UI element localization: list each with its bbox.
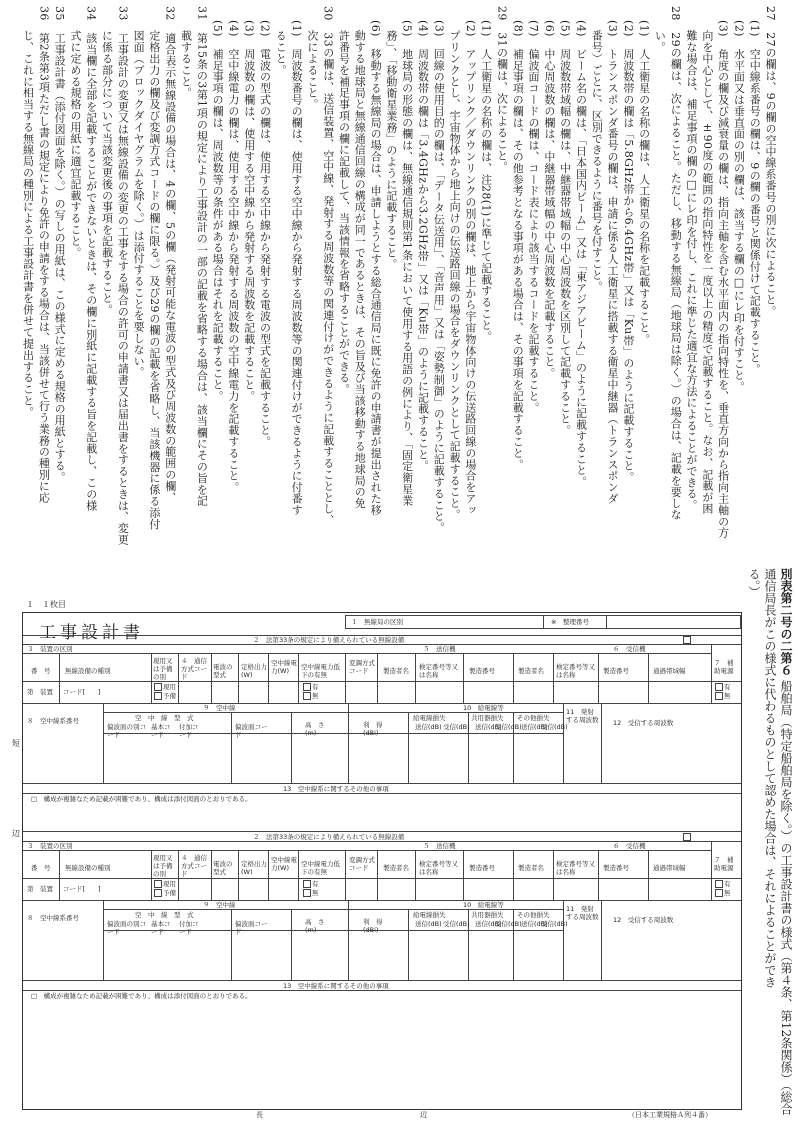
serial-number-label: ※ 整理番号 bbox=[551, 618, 589, 626]
col-bandwidth: 通過帯域幅 bbox=[653, 667, 686, 675]
sec13-label-b: 13 空中線系に関するその他の事項 bbox=[283, 982, 389, 990]
col-emit-freq-b: 11 発射する周波数 bbox=[566, 905, 599, 921]
note-text: 人工衛星の名称の欄は、注28(1)に準じて記載すること。 bbox=[479, 48, 493, 342]
col-shared-loss-b: 共用器損失 bbox=[471, 911, 504, 919]
col-add-code-b: 付加コード bbox=[179, 920, 199, 936]
sec3-label-b: ３ 装置の区別 bbox=[27, 842, 73, 850]
note-text: 移動する無線局の場合は、申請しようとする総合通信局に既に免許の申請書が提出された移 bbox=[369, 48, 383, 516]
note-text: 周波数番号の欄は、使用する空中線から発射する周波数等の関連付けができるように付番す bbox=[290, 48, 304, 516]
page-number: １ １枚目 bbox=[26, 600, 66, 609]
col-polar-code: 偏波面の別コード bbox=[107, 723, 146, 739]
note-line bbox=[683, 6, 699, 564]
note-text: 動する地球局と無線通信回線の構成が同一であるときは、その旨及び当該移動する地球局の免 bbox=[353, 30, 367, 509]
col-rx-cert: 検定番号等又は名称 bbox=[556, 663, 595, 679]
note-line bbox=[162, 6, 178, 564]
note-text: 第2条第3項ただし書の規定により免許の申請をする場合は、当該併せて行う業務の種別に応 bbox=[37, 32, 51, 504]
note-line bbox=[115, 6, 131, 564]
note-text: 地球局の形態の欄は、無線通信規則第1条において使用する用語の例により、「固定衛星業 bbox=[400, 48, 414, 507]
side-mark-top: 短 bbox=[12, 739, 20, 748]
notes-section bbox=[8, 6, 778, 564]
sec2-label: ２ 法第33条の規定により備えられている無線設備 bbox=[253, 636, 405, 644]
col-rx-1: 受信(dB) bbox=[443, 723, 470, 731]
note-line bbox=[336, 6, 352, 564]
note-number: (2) bbox=[258, 20, 272, 37]
footer-jis: （日本工業規格Ａ列４番） bbox=[628, 1111, 712, 1119]
note-number: (3) bbox=[606, 20, 620, 37]
note-line bbox=[557, 6, 573, 564]
col-recv-freq: 12 受信する周波数 bbox=[613, 719, 674, 727]
note-text: 式に定める規格の用紙に適宜記載すること。 bbox=[68, 30, 82, 258]
note-text: じ、これに相当する無線局の種別による工事設計書を併せて提出すること。 bbox=[21, 30, 35, 418]
note-text: 補足事項の欄は、周波数等の条件がある場合はそれを記載すること。 bbox=[211, 48, 225, 402]
appendix-text-3: る。） bbox=[747, 568, 761, 598]
col-other-loss-b: その他損失 bbox=[517, 911, 550, 919]
col-rx-1-b: 受信(dB) bbox=[443, 920, 470, 928]
col-add-code: 付加コード bbox=[179, 723, 199, 739]
opt-aux-yes-b[interactable]: 有 bbox=[715, 880, 731, 888]
note-line bbox=[130, 6, 146, 564]
note-line bbox=[367, 6, 383, 564]
row-device-label-b: 第 装置 bbox=[27, 885, 53, 893]
note-line bbox=[178, 6, 194, 564]
col-beam-code-b: 偏波面コード bbox=[235, 920, 268, 936]
row-code-input[interactable]: コード[ ] bbox=[63, 688, 101, 696]
note-text: 次によること。 bbox=[305, 30, 319, 110]
note-text: 人工衛星の名称の欄は、人工衛星の名称を記載すること。 bbox=[637, 48, 651, 345]
sec10-label-b: 10 給電線等 bbox=[463, 901, 504, 909]
col-tx-1-b: 送信(dB) bbox=[415, 920, 442, 928]
note-line bbox=[430, 6, 446, 564]
col-rx-maker: 製造者名 bbox=[518, 667, 544, 675]
footer-long: 長 bbox=[256, 1111, 263, 1119]
note-line bbox=[636, 6, 652, 564]
note-text: に係る部分について当該変更後の事項を記載すること。 bbox=[100, 30, 114, 315]
note-line bbox=[383, 6, 399, 564]
appendix-heading-block bbox=[744, 568, 794, 1123]
col-feeder-loss: 給電線損失 bbox=[413, 714, 446, 722]
opt-lowering-no-b[interactable]: 無 bbox=[303, 889, 319, 897]
footer-side: 辺 bbox=[420, 1111, 427, 1119]
col-wave-type-b: 電波の型式 bbox=[213, 860, 233, 876]
note-line bbox=[588, 6, 604, 564]
note-text: 補足事項の欄は、その他参考となる事項がある場合は、その事項を記載すること。 bbox=[511, 48, 525, 471]
col-bandwidth-b: 通過帯域幅 bbox=[653, 864, 686, 872]
note-text: 31の欄は、次によること。 bbox=[495, 32, 509, 173]
col-rx-3: 受信(dB) bbox=[541, 723, 568, 731]
note-text: 角度の欄及び減衰量の欄は、指向主軸を含む水平面内の指向特性を、垂直方向から指向主軸の方 bbox=[716, 48, 730, 539]
note-text: 29の欄は、次によること。ただし、移動する無線局（地球局は除く。）の場合は、記載を要しな bbox=[669, 32, 683, 521]
note-text: 周波数帯の欄は「5.8GHz帯から6.4GHz帯」又は「Ku帯」のように記載すること。 bbox=[621, 48, 635, 483]
note-line bbox=[509, 6, 525, 564]
note-number: (2) bbox=[463, 20, 477, 37]
col-rx-2: 受信(dB) bbox=[495, 723, 522, 731]
col-antenna-system-no: ８ 空中線系番号 bbox=[27, 717, 79, 725]
sec2-label-b: ２ 法第33条の規定により備えられている無線設備 bbox=[253, 833, 405, 841]
col-equipment-kind-b: 無線設備の種別 bbox=[65, 864, 111, 872]
note-number: 34 bbox=[84, 6, 98, 21]
note-number: (8) bbox=[511, 20, 525, 37]
col-aux-power: ７ 補助電源 bbox=[714, 659, 734, 675]
note-text: 周波数帯域幅の欄は、中継器帯域幅の中心周波数を区別して記載すること。 bbox=[558, 48, 572, 436]
note-line bbox=[731, 6, 747, 564]
form-title: 工事設計書 bbox=[39, 623, 144, 643]
sec9-label: ９ 空中線 bbox=[203, 704, 236, 712]
note-line bbox=[746, 6, 762, 564]
note-text: 番号）ごとに、区別できるように番号を付すこと。 bbox=[590, 30, 604, 293]
note-line bbox=[146, 6, 162, 564]
col-recv-freq-b: 12 受信する周波数 bbox=[613, 916, 674, 924]
note-text: 水平面又は垂直面の別の欄は、該当する欄の□にレ印を付すこと。 bbox=[732, 48, 746, 393]
note-number: 36 bbox=[37, 6, 51, 21]
note-line bbox=[194, 6, 210, 564]
note-number: (4) bbox=[226, 20, 240, 37]
sec13-note-b[interactable]: □ 構成が複雑なため記載が困難であり、構成は添付図面のとおりである。 bbox=[31, 992, 252, 1000]
note-line bbox=[620, 6, 636, 564]
col-maker: 製造者名 bbox=[383, 667, 409, 675]
appendix-text-2: 通信局長がこの様式に代わるものとして認めた場合は、それによることができ bbox=[763, 568, 777, 988]
opt-lowering-yes-b[interactable]: 有 bbox=[303, 880, 319, 888]
col-antenna-power: 空中線電力(W) bbox=[271, 659, 297, 675]
sec5-label: ５ 送信機 bbox=[423, 645, 456, 653]
note-line bbox=[667, 6, 683, 564]
note-text: 定格出力の欄及び変調方式コードの欄に限る。）及び29の欄の記載を省略し、当該機器に係る添付 bbox=[147, 30, 161, 530]
note-text: トランスポンダ番号の欄は、申請に係る人工衛星に搭載する衛星中継器（トランスポンダ bbox=[606, 48, 620, 505]
col-antenna-power-b: 空中線電力(W) bbox=[271, 856, 297, 872]
note-line bbox=[399, 6, 415, 564]
note-line bbox=[241, 6, 257, 564]
col-rx-maker-b: 製造者名 bbox=[518, 864, 544, 872]
col-feeder-loss-b: 給電線損失 bbox=[413, 911, 446, 919]
sec10-label: 10 給電線等 bbox=[463, 704, 504, 712]
note-line bbox=[51, 6, 67, 564]
col-rx-3-b: 受信(dB) bbox=[541, 920, 568, 928]
note-text: 偏波面コードの欄は、コード表により該当するコードを記載すること。 bbox=[527, 48, 541, 414]
note-number: (1) bbox=[479, 20, 493, 37]
note-text: 工事設計の変更又は無線設備の変更の工事をする場合の許可の申請書又は届出書をするときは、変更 bbox=[116, 32, 130, 546]
col-tx-3: 送信(dB) bbox=[521, 723, 548, 731]
note-number: (2) bbox=[732, 20, 746, 37]
col-cert-number: 検定番号等又は名称 bbox=[419, 663, 458, 679]
sec2-checkbox[interactable] bbox=[683, 636, 691, 644]
note-text: 図面（ブロックダイヤグラムを除く。）は添付することを要しない。 bbox=[132, 30, 146, 378]
note-line bbox=[209, 6, 225, 564]
sec6-label: ６ 受信機 bbox=[613, 645, 646, 653]
opt-lowering-no[interactable]: 無 bbox=[303, 692, 319, 700]
appendix-heading: 別表第二号の二第６ bbox=[779, 568, 793, 676]
note-line bbox=[67, 6, 83, 564]
note-text: 該当欄に全部を記載することができないときは、その欄に別紙に記載する旨を記載し、この様 bbox=[84, 32, 98, 512]
col-power-lowering-b: 空中線電力低下の有無 bbox=[301, 860, 340, 876]
col-wave-type: 電波の型式 bbox=[213, 663, 233, 679]
col-comm-code-b: ４ 通信方式コード bbox=[181, 854, 207, 878]
col-rx-serial-b: 製造番号 bbox=[603, 864, 629, 872]
col-height-b: 高 さ(m) bbox=[305, 918, 325, 934]
note-text: 空中線系番号の欄は、9の欄の番号と関係付けて記載すること。 bbox=[748, 48, 762, 375]
note-number: (5) bbox=[558, 20, 572, 37]
note-number: 27 bbox=[764, 6, 777, 21]
opt-aux-no-b[interactable]: 無 bbox=[715, 889, 731, 897]
note-text: 許番号を補足事項の欄に記載して、当該情報を省略することができる。 bbox=[337, 30, 351, 395]
note-text: い。 bbox=[653, 30, 667, 53]
opt-aux-no[interactable]: 無 bbox=[715, 692, 731, 700]
sec13-label: 13 空中線系に関するその他の事項 bbox=[283, 785, 389, 793]
sec13-note[interactable]: □ 構成が複雑なため記載が困難であり、構成は添付図面のとおりである。 bbox=[31, 795, 252, 803]
note-line bbox=[288, 6, 304, 564]
note-text: 向を中心として、±90度の範囲の指向特性を一度以上の精度で記載すること。なお、記載が困 bbox=[700, 30, 714, 515]
col-comm-code: ４ 通信方式コード bbox=[181, 657, 207, 681]
note-text: 33の欄は、送信装置、空中線、発射する周波数等の関連付けができるように記載することとし、 bbox=[321, 32, 335, 526]
note-line bbox=[320, 6, 336, 564]
col-rx-serial: 製造番号 bbox=[603, 667, 629, 675]
note-line bbox=[304, 6, 320, 564]
note-line bbox=[351, 6, 367, 564]
note-line bbox=[715, 6, 731, 564]
note-number: 30 bbox=[321, 6, 335, 21]
note-text: アップリンク／ダウンリンクの別の欄は、地上から宇宙物体向けの伝送路回線の場合をアッ bbox=[463, 48, 477, 516]
note-number: 32 bbox=[163, 6, 177, 21]
col-maker-b: 製造者名 bbox=[383, 864, 409, 872]
sec5-label-b: ５ 送信機 bbox=[423, 842, 456, 850]
col-antenna-type-b: 空 中 線 型 式 bbox=[135, 911, 194, 919]
note-line bbox=[652, 6, 668, 564]
col-rx-2-b: 受信(dB) bbox=[495, 920, 522, 928]
note-text: 空中線電力の欄は、使用する空中線から発射する周波数の空中線電力を記載すること。 bbox=[226, 48, 240, 493]
note-text: 中心周波数の欄は、中継器帯域幅の中心周波数を記載すること。 bbox=[542, 48, 556, 379]
note-line bbox=[83, 6, 99, 564]
note-text: 務」、「移動衛星業務」のように記載すること。 bbox=[384, 30, 398, 270]
col-tx-3-b: 送信(dB) bbox=[521, 920, 548, 928]
col-tx-1: 送信(dB) bbox=[415, 723, 442, 731]
col-cert-number-b: 検定番号等又は名称 bbox=[419, 860, 458, 876]
note-number: (1) bbox=[748, 20, 762, 37]
col-antenna-type: 空 中 線 型 式 bbox=[135, 714, 194, 722]
col-antenna-system-no-b: ８ 空中線系番号 bbox=[27, 914, 79, 922]
note-number: (7) bbox=[527, 20, 541, 37]
station-type-label: １ 無線局の区別 bbox=[351, 618, 403, 626]
side-mark-bottom: 辺 bbox=[12, 829, 20, 838]
col-shared-loss: 共用器損失 bbox=[471, 714, 504, 722]
col-serial-b: 製造番号 bbox=[469, 864, 495, 872]
col-equipment-kind: 無線設備の種別 bbox=[65, 667, 111, 675]
col-aux-power-b: ７ 補助電源 bbox=[714, 856, 734, 872]
note-line bbox=[573, 6, 589, 564]
note-number: 29 bbox=[495, 6, 509, 21]
note-number: 33 bbox=[116, 6, 130, 21]
note-text: 電波の型式の欄は、使用する空中線から発射する電波の型式を記載すること。 bbox=[258, 48, 272, 448]
note-text: 難な場合は、補足事項の欄の□にレ印を付し、これに準じた適宜な方法によることができる。 bbox=[685, 30, 699, 511]
col-tx-2: 送信(dB) bbox=[475, 723, 502, 731]
col-number: 番 号 bbox=[31, 667, 51, 675]
col-serial: 製造番号 bbox=[469, 667, 495, 675]
col-beam-code: 偏波面コード bbox=[235, 723, 268, 739]
opt-aux-yes[interactable]: 有 bbox=[715, 683, 731, 691]
note-line bbox=[20, 6, 36, 564]
col-current-spare: 現用又は予備の別 bbox=[153, 657, 173, 681]
note-number: (2) bbox=[621, 20, 635, 37]
note-line bbox=[604, 6, 620, 564]
col-basic-code: 基本コード bbox=[151, 723, 171, 739]
sec6-label-b: ６ 受信機 bbox=[613, 842, 646, 850]
note-text: 周波数の欄は、使用する空中線から発射する周波数を記載すること。 bbox=[242, 48, 256, 402]
design-form bbox=[22, 612, 742, 1110]
note-line bbox=[541, 6, 557, 564]
col-modulation-code-b: 変調方式コード bbox=[349, 856, 375, 872]
col-other-loss: その他損失 bbox=[517, 714, 550, 722]
col-gain: 利 得(dBi) bbox=[363, 721, 383, 737]
col-modulation-code: 変調方式コード bbox=[349, 659, 375, 675]
col-rx-cert-b: 検定番号等又は名称 bbox=[556, 860, 595, 876]
note-text: プリンクとし、宇宙物体から地上向けの伝送路回線の場合をダウンリンクとして記載すること。 bbox=[448, 30, 462, 521]
col-gain-b: 利 得(dBi) bbox=[363, 918, 383, 934]
note-number: (3) bbox=[716, 20, 730, 37]
note-text: 適合表示無線設備の場合は、4の欄、5の欄（発射可能な電波の型式及び周波数の範囲の欄、 bbox=[163, 32, 177, 504]
note-line bbox=[273, 6, 289, 564]
col-polar-code-b: 偏波面の別コード bbox=[107, 920, 146, 936]
col-number-b: 番 号 bbox=[31, 864, 51, 872]
note-number: (4) bbox=[574, 20, 588, 37]
note-line bbox=[478, 6, 494, 564]
note-line bbox=[762, 6, 778, 564]
col-current-spare-b: 現用又は予備の別 bbox=[153, 854, 173, 878]
opt-lowering-yes[interactable]: 有 bbox=[303, 683, 319, 691]
opt-spare[interactable]: 予備 bbox=[154, 692, 176, 700]
sec2-checkbox-b[interactable] bbox=[683, 833, 691, 841]
col-emit-freq: 11 発射する周波数 bbox=[566, 708, 599, 724]
note-line bbox=[525, 6, 541, 564]
note-line bbox=[257, 6, 273, 564]
note-number: (1) bbox=[637, 20, 651, 37]
note-text: 載すること。 bbox=[179, 30, 193, 99]
note-text: ること。 bbox=[274, 30, 288, 76]
appendix-text-1: 船舶局（特定船舶局を除く。）の工事設計書の様式（第４条、第12条関係）（総合 bbox=[779, 679, 793, 1116]
note-text: 27の欄は、9の欄の空中線系番号の別に次によること。 bbox=[764, 32, 777, 317]
col-rated-output-b: 定格出力(W) bbox=[241, 860, 267, 876]
note-number: 28 bbox=[669, 6, 683, 21]
note-text: 回線の使用目的の欄は、「データ伝送用」、「音声用」又は「姿勢制御」のように記載すること。 bbox=[432, 48, 446, 534]
opt-current[interactable]: 現用 bbox=[154, 683, 176, 691]
note-number: (4) bbox=[416, 20, 430, 37]
sec9-label-b: ９ 空中線 bbox=[203, 901, 236, 909]
note-text: 工事設計書（添付図面を除く。）の写しの用紙は、この様式に定める規格の用紙とする。 bbox=[53, 32, 67, 483]
opt-spare-b[interactable]: 予備 bbox=[154, 889, 176, 897]
note-text: 周波数帯の欄は「3.4GHzから3.2GHz帯」又は「Ku帯」のように記載すること。 bbox=[416, 48, 430, 472]
note-number: (3) bbox=[432, 20, 446, 37]
note-number: 31 bbox=[195, 6, 209, 21]
col-basic-code-b: 基本コード bbox=[151, 920, 171, 936]
note-number: (5) bbox=[400, 20, 414, 37]
note-number: 35 bbox=[53, 6, 67, 21]
col-tx-2-b: 送信(dB) bbox=[475, 920, 502, 928]
note-text: ビーム名の欄は、「日本国内ビーム」又は「東アジアビーム」のように記載すること。 bbox=[574, 48, 588, 488]
note-text: 第15条の3第1項の規定により工事設計の一部の記載を省略する場合は、該当欄にその旨を記 bbox=[195, 32, 209, 507]
row-device-label: 第 装置 bbox=[27, 688, 53, 696]
note-number: (1) bbox=[290, 20, 304, 37]
row-code-input-b[interactable]: コード[ ] bbox=[63, 885, 101, 893]
col-height: 高 さ(m) bbox=[305, 721, 325, 737]
note-line bbox=[225, 6, 241, 564]
note-line bbox=[699, 6, 715, 564]
opt-current-b[interactable]: 現用 bbox=[154, 880, 176, 888]
note-number: (5) bbox=[211, 20, 225, 37]
note-number: (6) bbox=[542, 20, 556, 37]
sec3-label: ３ 装置の区別 bbox=[27, 645, 73, 653]
note-line bbox=[462, 6, 478, 564]
note-line bbox=[36, 6, 52, 564]
note-line bbox=[494, 6, 510, 564]
note-line bbox=[415, 6, 431, 564]
note-number: (6) bbox=[369, 20, 383, 37]
note-line bbox=[446, 6, 462, 564]
note-line bbox=[99, 6, 115, 564]
note-number: (3) bbox=[242, 20, 256, 37]
col-rated-output: 定格出力(W) bbox=[241, 663, 267, 679]
col-power-lowering: 空中線電力低下の有無 bbox=[301, 663, 340, 679]
